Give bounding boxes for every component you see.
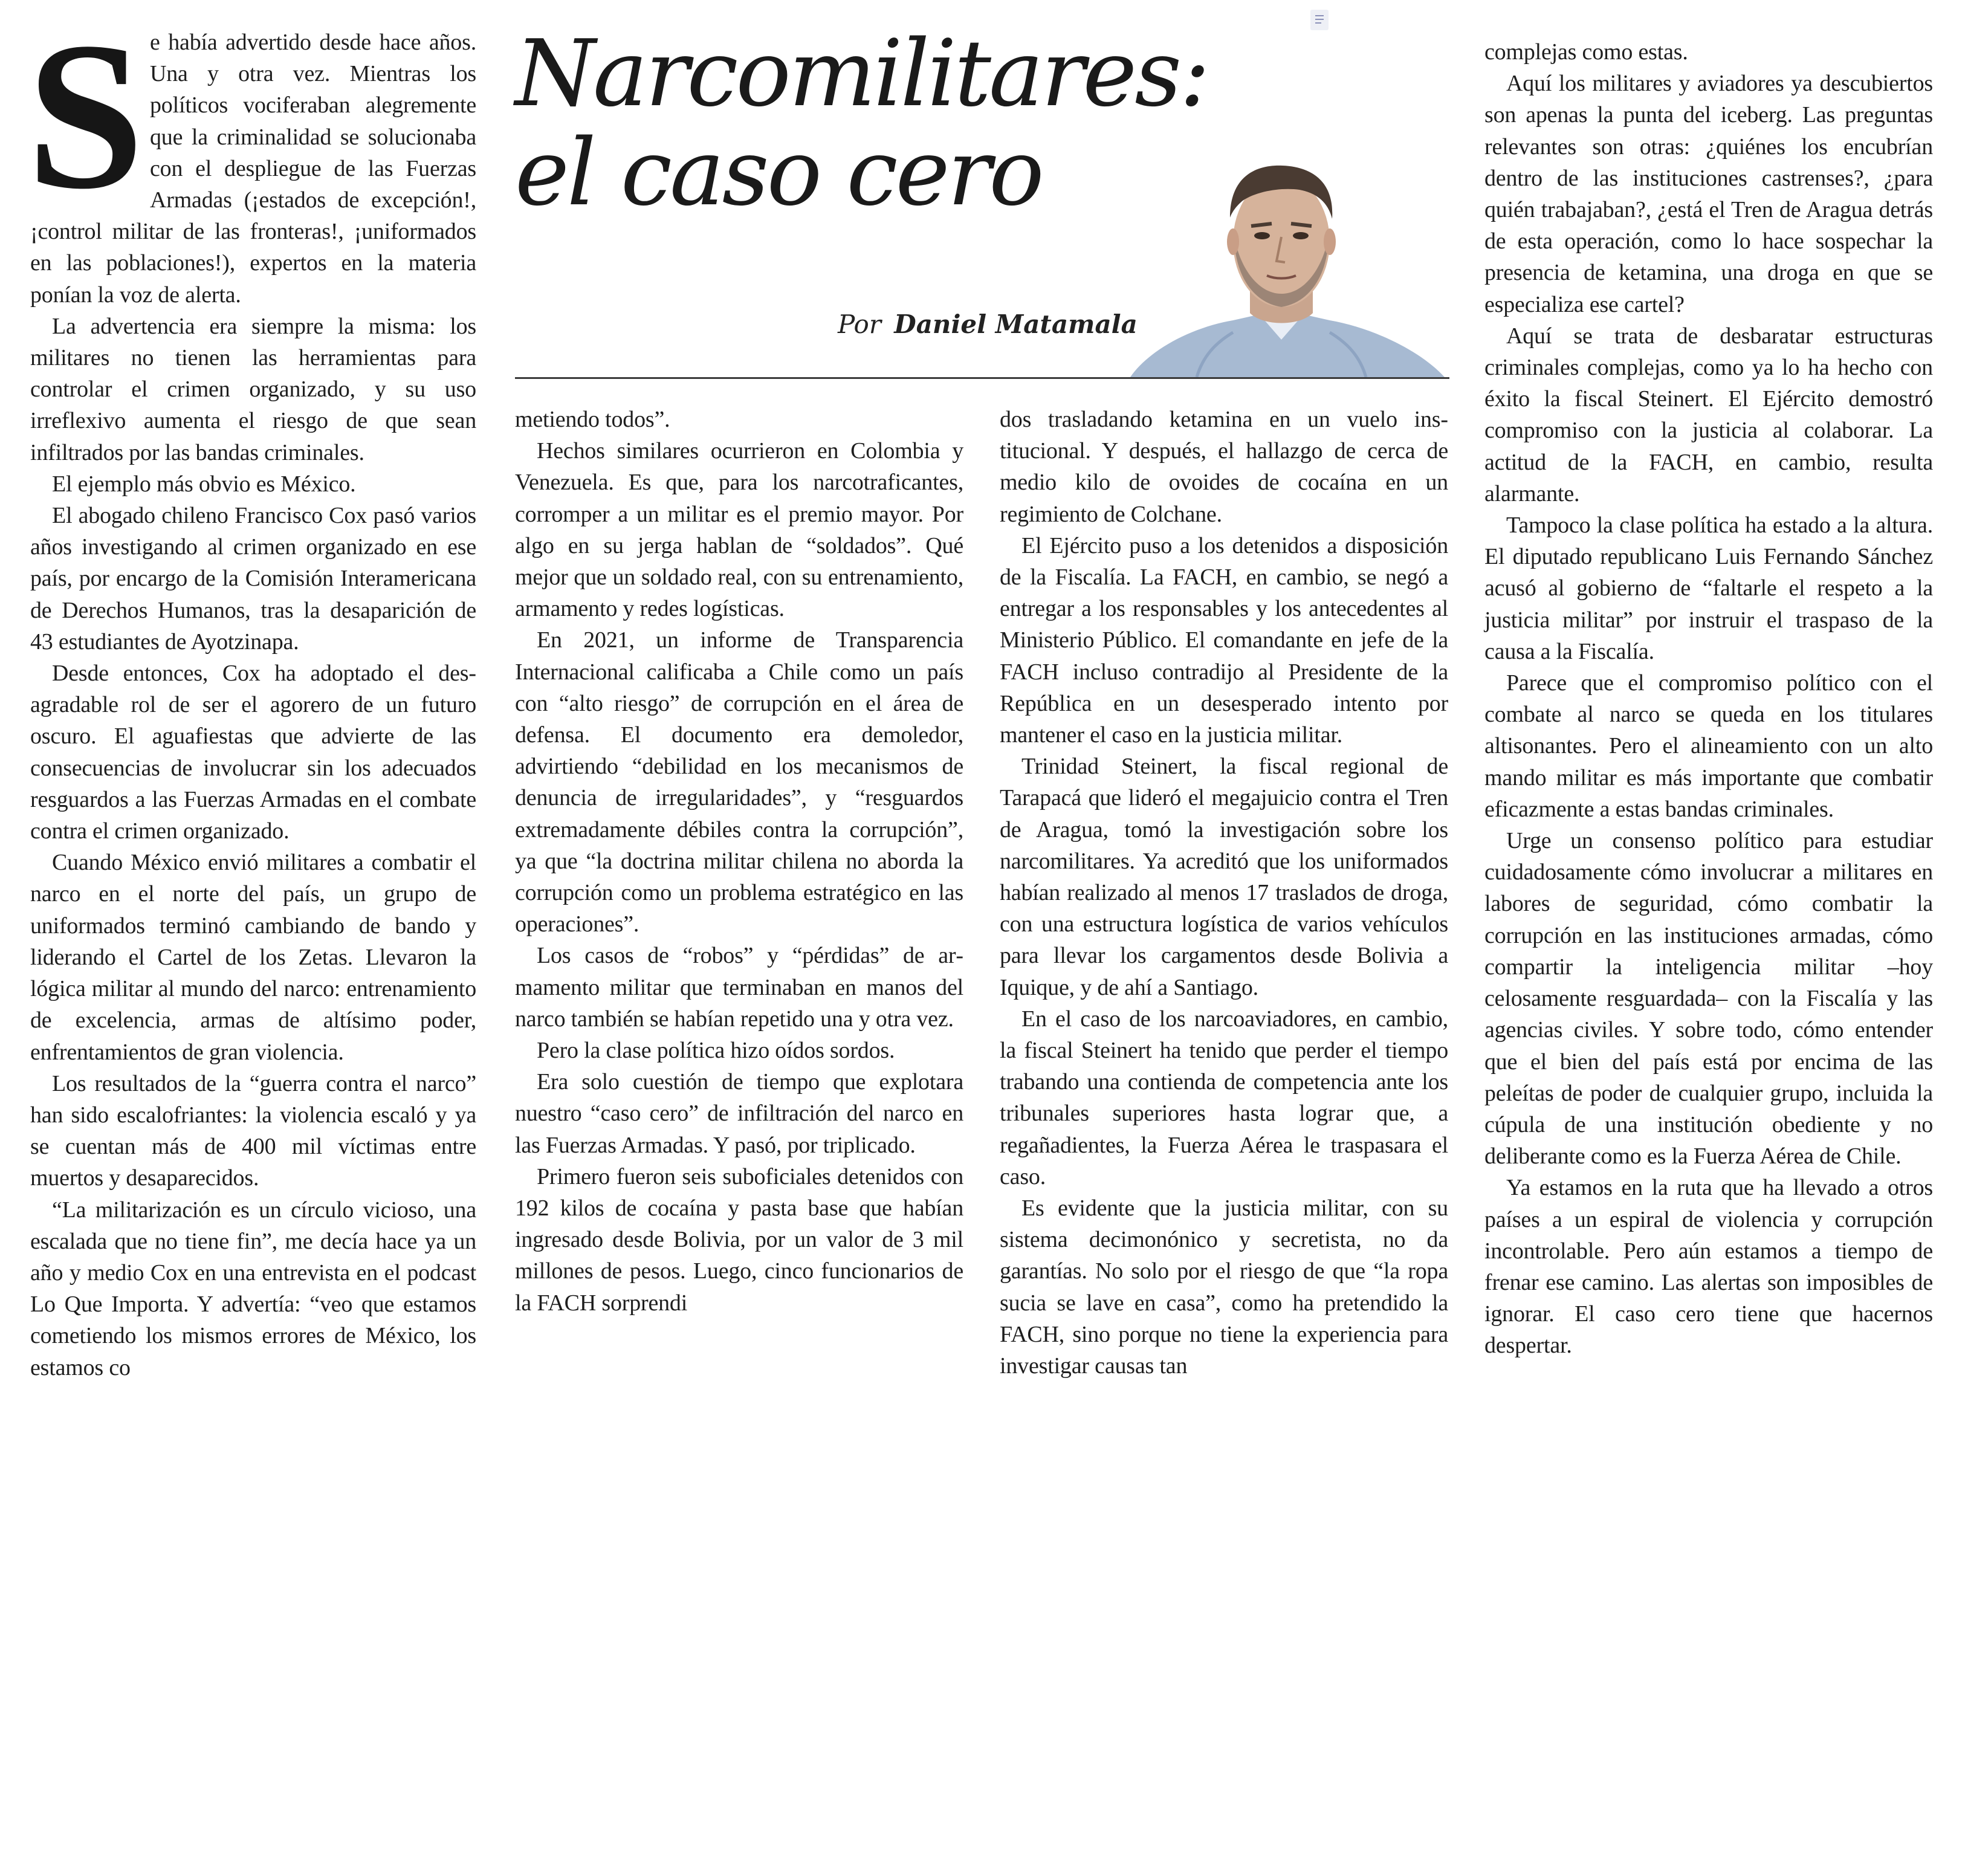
paragraph: Trinidad Steinert, la fiscal regional de Tarapacá que lideró el megajuicio contra el Tren de Aragua, tomó la investigación sobre los narcomilitares. Ya acreditó que los uniformados habían realizado al menos 17 traslados de droga, con una estructura logística de varios vehículos para llevar los cargamentos desde Bolivia a Iquique, y de ahí a Santiago.	[1000, 754, 1448, 1000]
drop-cap: S	[27, 0, 144, 233]
paragraph: Aquí se trata de desbaratar estructuras criminales complejas, como ya lo ha hecho con éxito la fiscal Steinert. El Ejército demostró compromiso con la justicia al colaborar. La actitud de la FACH, en cambio, resulta alarmante.	[1484, 323, 1933, 506]
column-1	[27, 0, 476, 1499]
headline-line-2: el caso cero	[515, 119, 1042, 226]
paragraph: e había advertido desde hace años. Una y otra vez. Mientras los políticos vociferaban alegremente que la criminalidad se solucionaba con el despliegue de las Fuerzas Armadas (¡estados de excepción!, ¡control militar de las fronteras!, ¡uniformados en las poblaciones!), expertos en la materia ponían la voz de alerta.	[30, 30, 476, 308]
column-2	[515, 404, 963, 1876]
paragraph: El abogado chileno Francisco Cox pasó varios años investigando al crimen organizado en ese país, por encargo de la Comisión Interamericana de Derechos Humanos, tras la desaparición de 43 estudiantes de Ayotzinapa.	[30, 503, 476, 655]
paragraph: Ya estamos en la ruta que ha llevado a otros países a un espiral de violencia y corrupción incontrolable. Pero aún estamos a tiempo de frenar ese camino. Las alertas son imposibles de ignorar. El caso cero tiene que hacernos despertar.	[1484, 1175, 1933, 1359]
paragraph: metiendo todos”.	[515, 407, 670, 432]
headline-line-1: Narcomilitares:	[515, 20, 1208, 127]
paragraph: Es evidente que la justicia militar, con su sistema decimonónico y secretista, no da garantías. No solo por el riesgo de que “la ropa sucia se lave en casa”, como ha pretendido la FACH, sino porque no tiene la experiencia para investigar causas tan	[1000, 1195, 1448, 1379]
paragraph: “La militarización es un círculo vicioso, una escalada que no tiene fin”, me decía hace ya un año y medio Cox en una entrevista en el podcast Lo Que Importa. Y advertía: “veo que estamos cometiendo los mismos errores de México, los estamos co	[30, 1197, 476, 1380]
paragraph: En 2021, un informe de Transparencia Internacional calificaba a Chile como un país con “alto riesgo” de corrupción en el área de defensa. El documento era demoledor, advirtiendo “debilidad en los mecanismos de denuncia de irregularidades”, y “resguardos extremadamente débiles contra la corrupción”, ya que “la doctrina militar chilena no aborda la corrupción como un problema estratégico en las operaciones”.	[515, 627, 963, 937]
byline	[838, 309, 1138, 339]
paragraph: Hechos similares ocurrieron en Colombia y Venezuela. Es que, para los narcotraficantes, corromper a un militar es el premio mayor. Por algo en su jerga hablan de “soldados”. Qué mejor que un soldado real, con su entrenamiento, armamento y redes logísticas.	[515, 438, 963, 622]
author-portrait	[1106, 151, 1457, 377]
byline-author: Daniel Matamala	[894, 309, 1138, 339]
paragraph: Aquí los militares y aviadores ya descubiertos son apenas la punta del iceberg. Las preguntas relevantes son otras: ¿quiénes los encubrían dentro de las instituciones castrenses?, ¿para quién trabajaban?, ¿está el Tren de Aragua detrás de esta operación, como lo hace sospechar la presencia de ketamina, una droga en que se especializa ese cartel?	[1484, 71, 1933, 317]
paragraph: Primero fueron seis suboficiales detenidos con 192 kilos de cocaína y pasta base que habían ingresado desde Bolivia, por un valor de 3 mil millones de pesos. Luego, cinco funcionarios de la FACH sorprendi	[515, 1163, 963, 1316]
paragraph: Era solo cuestión de tiempo que explotara nuestro “caso cero” de infiltración del narco en las Fuerzas Armadas. Y pasó, por triplicado.	[515, 1069, 963, 1158]
portrait-head	[1227, 166, 1336, 307]
document-icon	[1310, 10, 1329, 30]
paragraph: Urge un consenso político para estudiar cuidadosamente cómo involucrar a militares en labores de seguridad, cómo combatir la corrupción en las instituciones armadas, cómo compartir la inteligencia militar –hoy celosamente resguardada– con la Fiscalía y las agencias civiles. Y sobre todo, cómo entender que el bien del país está por encima de las peleítas de poder de cualquier grupo, incluida la cúpula de una institución obediente y no deliberante como es la Fuerza Aérea de Chile.	[1484, 828, 1933, 1169]
paragraph: En el caso de los narcoaviadores, en cambio, la fiscal Steinert ha tenido que perder el tiempo trabando una contienda de competencia ante los tribunales superiores hasta lograr que, a regañadientes, la Fuerza Aérea le traspasara el caso.	[1000, 1006, 1448, 1189]
paragraph: La advertencia era siempre la misma: los militares no tienen las herramientas para controlar el crimen organizado, y su uso irreflexivo aumenta el riesgo de que sean infiltrados por las bandas criminales.	[30, 313, 476, 465]
paragraph: Pero la clase política hizo oídos sordos.	[537, 1038, 895, 1064]
header-rule	[515, 377, 1449, 379]
column-3	[1000, 404, 1448, 1876]
paragraph: El Ejército puso a los detenidos a disposición de la Fiscalía. La FACH, en cambio, se negó a entregar a los responsables y los antecedentes al Ministerio Público. El comandante en jefe de la FACH incluso contradijo al Presidente de la República en un desesperado intento por mantener el caso en la justicia militar.	[1000, 532, 1448, 748]
paragraph: dos trasladando ketamina en un vuelo institucional. Y después, el hallazgo de cerca de medio kilo de ovoides de cocaína en un regimiento de Colchane.	[1000, 407, 1448, 527]
paragraph: Los casos de “robos” y “pérdidas” de armamento militar que terminaban en manos del narco también se habían repetido una y otra vez.	[515, 943, 963, 1032]
paragraph: Cuando México envió militares a combatir el narco en el norte del país, un grupo de uniformados terminó cambiando de bando y liderando el Cartel de los Zetas. Llevaron la lógica militar al mundo del narco: entrenamiento de excelencia, armas de altísimo poder, enfrentamientos de gran violencia.	[30, 850, 476, 1065]
paragraph: El ejemplo más obvio es México.	[52, 471, 356, 497]
paragraph: Los resultados de la “guerra contra el narco” han sido escalofriantes: la violencia escaló y ya se cuentan más de 400 mil víctimas entre muertos y desaparecidos.	[30, 1070, 476, 1191]
paragraph: Tampoco la clase política ha estado a la altura. El diputado republicano Luis Fernando Sánchez acusó al gobierno de “faltarle el respeto a la justicia militar” por instruir el traspaso de la causa a la Fiscalía.	[1484, 513, 1933, 664]
column-4	[1484, 36, 1933, 1509]
byline-prefix: Por	[838, 309, 881, 339]
paragraph: complejas como estas.	[1484, 39, 1688, 65]
paragraph: Parece que el compromiso político con el combate al narco se queda en los titulares altisonantes. Pero el alineamiento con un alto mando militar es más importante que combatir eficazmente a estas bandas criminales.	[1484, 670, 1933, 822]
paragraph: Desde entonces, Cox ha adoptado el desagradable rol de ser el agorero de un futuro oscuro. El aguafiestas que advierte de las consecuencias de involucrar sin los adecuados resguardos a las Fuerzas Armadas en el combate contra el crimen organizado.	[30, 661, 476, 844]
